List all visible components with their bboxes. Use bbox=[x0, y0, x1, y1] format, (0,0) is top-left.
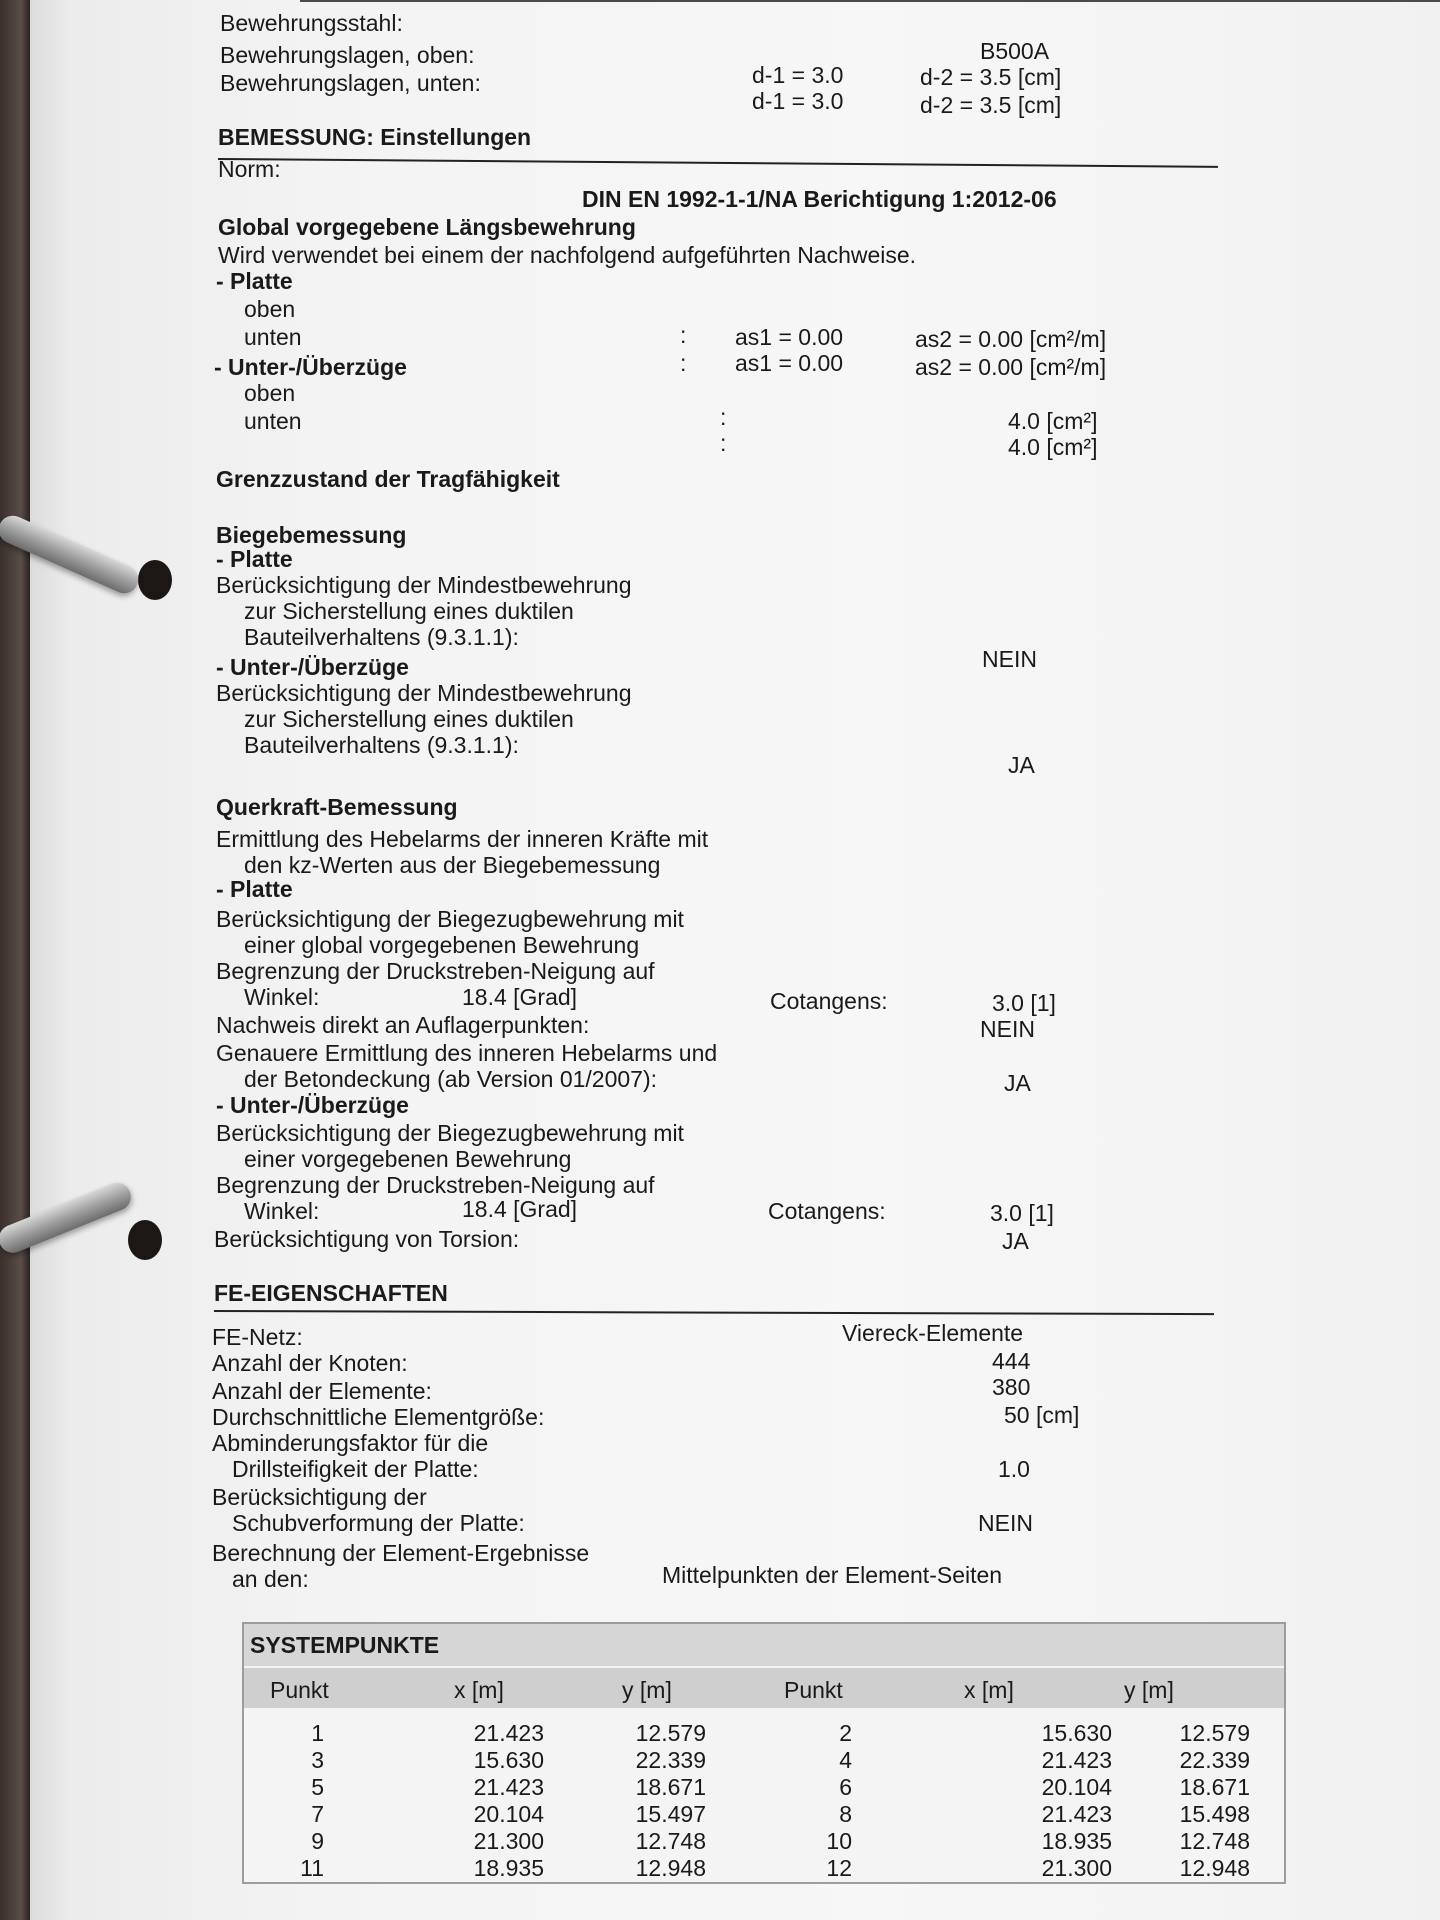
col-header-punkt-1: Punkt bbox=[270, 1677, 329, 1703]
fe-elements-label: Anzahl der Elemente: bbox=[212, 1378, 432, 1404]
beams-min-reinf-line1: Berücksichtigung der Mindestbewehrung bbox=[216, 680, 632, 706]
beams-bottom-value: 4.0 [cm²] bbox=[1008, 434, 1098, 460]
fe-torsion-factor-line1: Abminderungsfaktor für die bbox=[212, 1430, 489, 1456]
shear-beams-bending-line1: Berücksichtigung der Biegezugbewehrung mit bbox=[216, 1120, 684, 1146]
torsion-value: JA bbox=[1002, 1228, 1029, 1254]
binder-edge bbox=[0, 0, 30, 1920]
beams-top-label: oben bbox=[244, 380, 296, 406]
layers-bottom-label: Bewehrungslagen, unten: bbox=[220, 70, 481, 96]
top-rule bbox=[300, 0, 1440, 2]
binder-hole-upper bbox=[138, 560, 172, 600]
bending-beams-label: - Unter-/Überzüge bbox=[216, 654, 409, 680]
plate-label: - Platte bbox=[216, 268, 293, 294]
design-settings-rule bbox=[218, 158, 1218, 168]
steel-value: B500A bbox=[980, 38, 1050, 64]
col-header-y-2: y [m] bbox=[1124, 1677, 1174, 1703]
steel-label: Bewehrungsstahl: bbox=[220, 10, 403, 36]
table-cell-x-2: 21.423 bbox=[1041, 1747, 1112, 1773]
table-cell-x-1: 15.630 bbox=[473, 1747, 544, 1773]
fe-heading: FE-EIGENSCHAFTEN bbox=[214, 1280, 448, 1306]
table-cell-punkt-2: 10 bbox=[826, 1828, 852, 1854]
layers-bottom-d1: d-1 = 3.0 bbox=[752, 88, 844, 114]
col-header-x-2: x [m] bbox=[964, 1677, 1014, 1703]
bending-heading: Biegebemessung bbox=[216, 522, 407, 548]
table-cell-x-1: 21.300 bbox=[473, 1828, 544, 1854]
fe-size-label: Durchschnittliche Elementgröße: bbox=[212, 1404, 545, 1430]
system-points-table bbox=[242, 1622, 1286, 1884]
document-page bbox=[30, 0, 1440, 1920]
table-cell-punkt-2: 4 bbox=[839, 1747, 852, 1773]
global-reinforcement-heading: Global vorgegebene Längsbewehrung bbox=[218, 214, 636, 240]
bending-plate-label: - Platte bbox=[216, 546, 293, 572]
table-cell-x-1: 21.423 bbox=[473, 1720, 544, 1746]
shear-heading: Querkraft-Bemessung bbox=[216, 794, 458, 820]
shear-beams-angle-label: Winkel: bbox=[244, 1198, 320, 1224]
table-cell-x-1: 21.423 bbox=[473, 1774, 544, 1800]
table-cell-y-1: 12.748 bbox=[635, 1828, 706, 1854]
shear-precise-value: JA bbox=[1004, 1070, 1031, 1096]
plate-min-reinf-value: NEIN bbox=[982, 646, 1037, 672]
uls-heading: Grenzzustand der Tragfähigkeit bbox=[216, 466, 560, 492]
shear-plate-cot-value: 3.0 [1] bbox=[992, 990, 1056, 1016]
col-header-y-1: y [m] bbox=[622, 1677, 672, 1703]
binder-hole-lower bbox=[128, 1220, 162, 1260]
col-header-x-1: x [m] bbox=[454, 1677, 504, 1703]
table-cell-y-1: 12.948 bbox=[635, 1855, 706, 1881]
layers-top-label: Bewehrungslagen, oben: bbox=[220, 42, 475, 68]
norm-value: DIN EN 1992-1-1/NA Berichtigung 1:2012-06 bbox=[582, 186, 1057, 212]
global-reinforcement-note: Wird verwendet bei einem der nachfolgend aufgeführten Nachweise. bbox=[218, 242, 917, 268]
plate-min-reinf-line1: Berücksichtigung der Mindestbewehrung bbox=[216, 572, 632, 598]
plate-top-as2: as2 = 0.00 [cm²/m] bbox=[915, 326, 1107, 352]
table-cell-y-2: 12.748 bbox=[1179, 1828, 1250, 1854]
shear-plate-strut-line: Begrenzung der Druckstreben-Neigung auf bbox=[216, 958, 655, 984]
beams-min-reinf-value: JA bbox=[1008, 752, 1035, 778]
shear-beams-cot-value: 3.0 [1] bbox=[990, 1200, 1054, 1226]
fe-rule bbox=[214, 1310, 1214, 1315]
table-title: SYSTEMPUNKTE bbox=[250, 1632, 440, 1658]
table-cell-punkt-1: 9 bbox=[311, 1828, 324, 1854]
shear-lever-line1: Ermittlung des Hebelarms der inneren Kräfte mit bbox=[216, 826, 709, 852]
table-cell-y-1: 18.671 bbox=[635, 1774, 706, 1800]
table-cell-punkt-2: 8 bbox=[839, 1801, 852, 1827]
beams-top-value: 4.0 [cm²] bbox=[1008, 408, 1098, 434]
table-cell-y-1: 15.497 bbox=[635, 1801, 706, 1827]
table-cell-punkt-2: 12 bbox=[826, 1855, 852, 1881]
shear-beams-strut-line: Begrenzung der Druckstreben-Neigung auf bbox=[216, 1172, 655, 1198]
shear-beams-cot-label: Cotangens: bbox=[768, 1198, 886, 1224]
table-cell-punkt-2: 6 bbox=[839, 1774, 852, 1800]
shear-plate-cot-label: Cotangens: bbox=[770, 988, 888, 1014]
table-cell-x-1: 20.104 bbox=[473, 1801, 544, 1827]
fe-elements-value: 380 bbox=[992, 1374, 1031, 1400]
plate-top-label: oben bbox=[244, 296, 296, 322]
fe-mesh-label: FE-Netz: bbox=[212, 1324, 303, 1350]
table-cell-punkt-1: 5 bbox=[311, 1774, 324, 1800]
plate-bottom-as2: as2 = 0.00 [cm²/m] bbox=[915, 354, 1107, 380]
torsion-label: Berücksichtigung von Torsion: bbox=[214, 1226, 520, 1252]
table-cell-y-2: 22.339 bbox=[1179, 1747, 1250, 1773]
fe-size-value: 50 [cm] bbox=[1004, 1402, 1080, 1428]
table-cell-punkt-1: 11 bbox=[300, 1855, 324, 1881]
beams-bottom-label: unten bbox=[244, 408, 302, 434]
shear-beams-angle-value: 18.4 [Grad] bbox=[462, 1196, 578, 1222]
shear-beams-label: - Unter-/Überzüge bbox=[216, 1092, 409, 1118]
table-cell-y-2: 12.948 bbox=[1179, 1855, 1250, 1881]
plate-bottom-as1: as1 = 0.00 bbox=[735, 350, 844, 376]
shear-plate-bending-line2: einer global vorgegebenen Bewehrung bbox=[244, 932, 640, 958]
beams-top-colon: : bbox=[720, 404, 727, 430]
beams-bottom-colon: : bbox=[720, 430, 727, 456]
table-cell-y-1: 22.339 bbox=[635, 1747, 706, 1773]
table-cell-punkt-1: 7 bbox=[311, 1801, 324, 1827]
fe-torsion-factor-value: 1.0 bbox=[998, 1456, 1030, 1482]
fe-mesh-value: Viereck-Elemente bbox=[842, 1320, 1024, 1346]
table-cell-punkt-2: 2 bbox=[839, 1720, 852, 1746]
shear-precise-line1: Genauere Ermittlung des inneren Hebelarms und bbox=[216, 1040, 718, 1066]
table-cell-x-2: 18.935 bbox=[1041, 1828, 1112, 1854]
beams-min-reinf-line3: Bauteilverhaltens (9.3.1.1): bbox=[244, 732, 519, 758]
table-cell-x-2: 21.300 bbox=[1041, 1855, 1112, 1881]
shear-lever-line2: den kz-Werten aus der Biegebemessung bbox=[244, 852, 661, 878]
layers-bottom-d2: d-2 = 3.5 [cm] bbox=[920, 92, 1062, 118]
fe-nodes-value: 444 bbox=[992, 1348, 1031, 1374]
layers-top-d1: d-1 = 3.0 bbox=[752, 62, 844, 88]
table-cell-punkt-1: 1 bbox=[311, 1720, 324, 1746]
shear-plate-angle-label: Winkel: bbox=[244, 984, 320, 1010]
layers-top-d2: d-2 = 3.5 [cm] bbox=[920, 64, 1062, 90]
fe-nodes-label: Anzahl der Knoten: bbox=[212, 1350, 408, 1376]
shear-precise-line2: der Betondeckung (ab Version 01/2007): bbox=[244, 1066, 658, 1092]
shear-support-value: NEIN bbox=[980, 1016, 1035, 1042]
plate-min-reinf-line3: Bauteilverhaltens (9.3.1.1): bbox=[244, 624, 519, 650]
fe-results-line1: Berechnung der Element-Ergebnisse bbox=[212, 1540, 590, 1566]
plate-top-as1: as1 = 0.00 bbox=[735, 324, 844, 350]
shear-plate-bending-line1: Berücksichtigung der Biegezugbewehrung mit bbox=[216, 906, 684, 932]
table-cell-x-2: 20.104 bbox=[1041, 1774, 1112, 1800]
beams-min-reinf-line2: zur Sicherstellung eines duktilen bbox=[244, 706, 574, 732]
fe-results-value: Mittelpunkten der Element-Seiten bbox=[662, 1562, 1003, 1588]
table-cell-y-2: 12.579 bbox=[1179, 1720, 1250, 1746]
fe-results-line2: an den: bbox=[232, 1566, 309, 1592]
shear-plate-angle-value: 18.4 [Grad] bbox=[462, 984, 578, 1010]
table-cell-x-2: 21.423 bbox=[1041, 1801, 1112, 1827]
fe-shear-def-line2: Schubverformung der Platte: bbox=[232, 1510, 525, 1536]
col-header-punkt-2: Punkt bbox=[784, 1677, 843, 1703]
table-cell-punkt-1: 3 bbox=[311, 1747, 324, 1773]
fe-torsion-factor-line2: Drillsteifigkeit der Platte: bbox=[232, 1456, 479, 1482]
fe-shear-def-line1: Berücksichtigung der bbox=[212, 1484, 427, 1510]
table-cell-x-1: 18.935 bbox=[473, 1855, 544, 1881]
plate-bottom-label: unten bbox=[244, 324, 302, 350]
table-cell-x-2: 15.630 bbox=[1041, 1720, 1112, 1746]
fe-shear-def-value: NEIN bbox=[978, 1510, 1033, 1536]
shear-support-label: Nachweis direkt an Auflagerpunkten: bbox=[216, 1012, 590, 1038]
shear-plate-label: - Platte bbox=[216, 876, 293, 902]
table-cell-y-1: 12.579 bbox=[635, 1720, 706, 1746]
beams-label: - Unter-/Überzüge bbox=[214, 354, 407, 380]
plate-bottom-colon: : bbox=[680, 350, 687, 376]
norm-label: Norm: bbox=[218, 156, 281, 182]
plate-top-colon: : bbox=[680, 322, 687, 348]
table-cell-y-2: 18.671 bbox=[1179, 1774, 1250, 1800]
shear-beams-bending-line2: einer vorgegebenen Bewehrung bbox=[244, 1146, 572, 1172]
design-settings-heading: BEMESSUNG: Einstellungen bbox=[218, 124, 532, 150]
table-cell-y-2: 15.498 bbox=[1179, 1801, 1250, 1827]
plate-min-reinf-line2: zur Sicherstellung eines duktilen bbox=[244, 598, 574, 624]
